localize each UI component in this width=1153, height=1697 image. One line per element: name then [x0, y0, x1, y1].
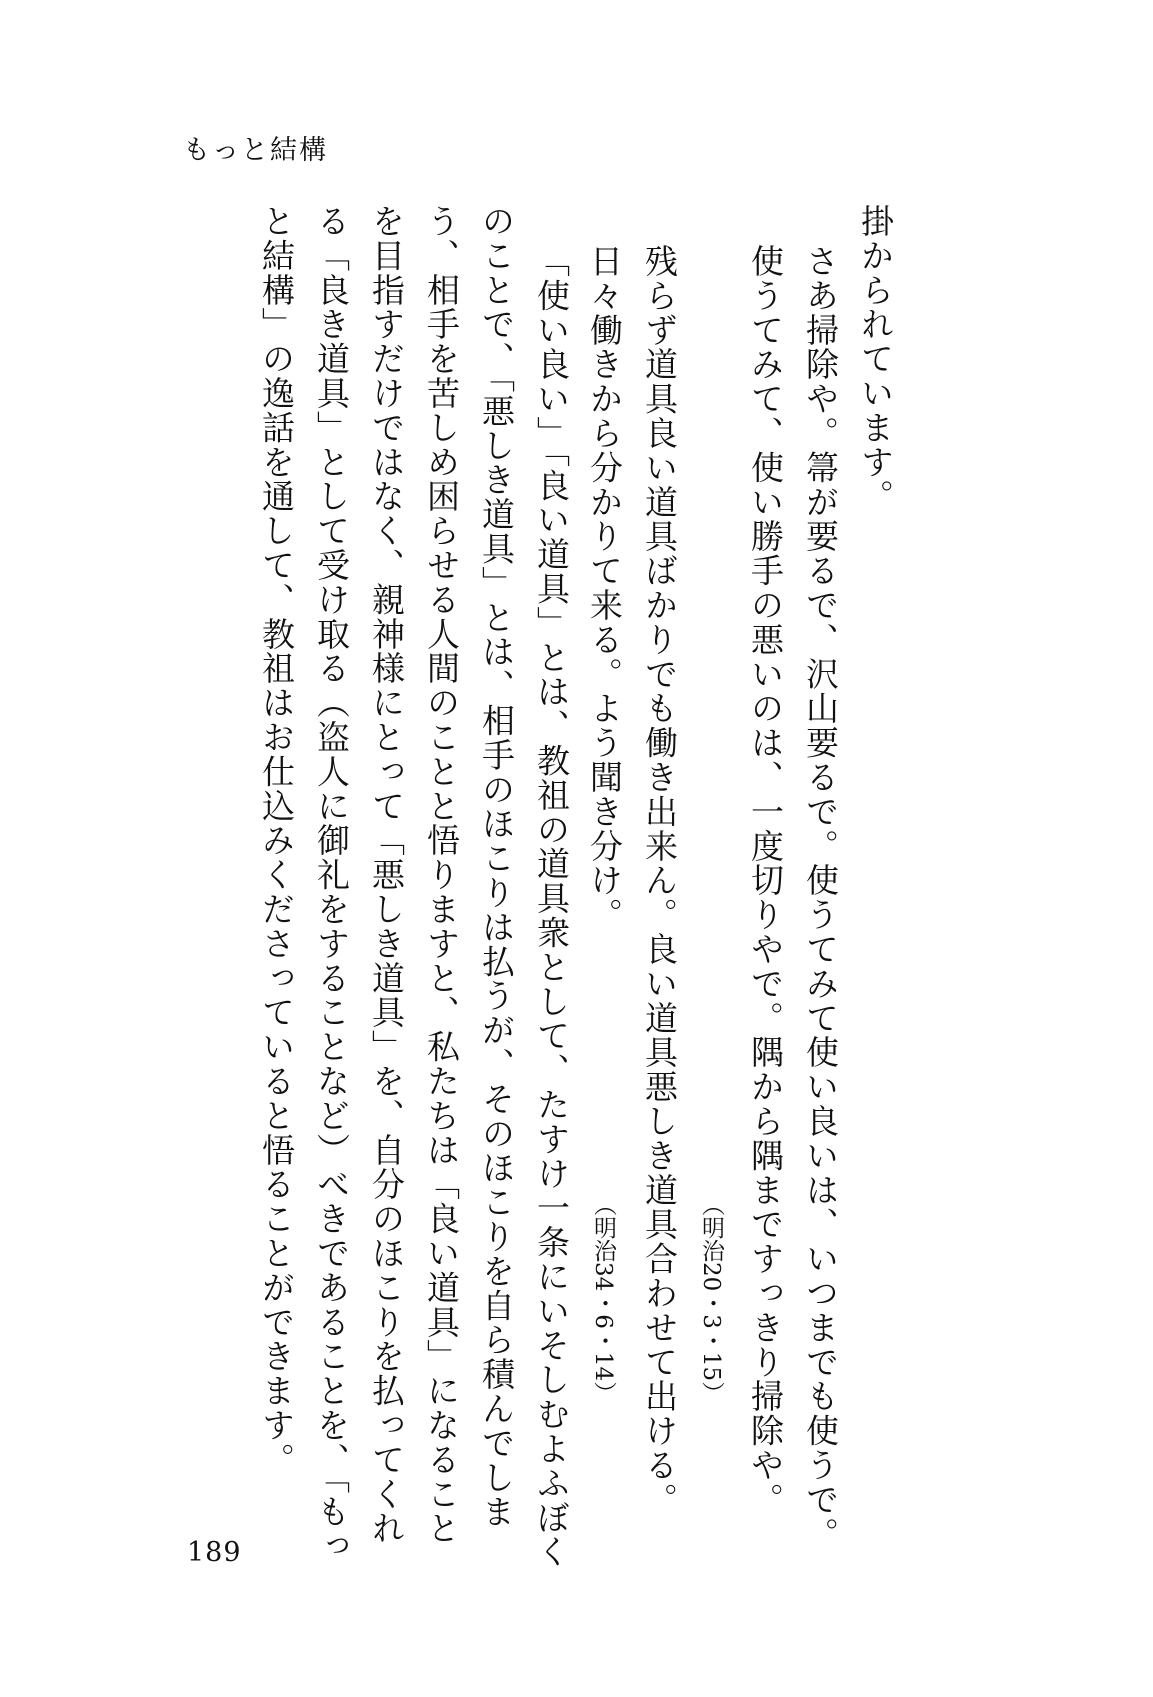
text-column-4: 残らず道具良い道具ばかりでも働き出来ん。良い道具悪しき道具合わせて出ける。 [640, 244, 679, 1517]
text-column-6: 「使い良い」「良い道具」とは、教祖の道具衆として、たすけ一条にいそしむよふぼく [532, 244, 571, 1570]
citation-2: （明治34・6・14） [590, 1193, 616, 1405]
page-number: 189 [187, 1537, 242, 1568]
text-column-8: う、相手を苦しめ困らせる人間のことと悟りますと、私たちは「良い道具」になること [422, 204, 461, 1546]
text-column-11: と結構」の逸話を通して、教祖はお仕込みくださっていると悟ることができます。 [257, 204, 296, 1477]
text-column-10: る「良き道具」として受け取る（盗人に御礼をすることなど）べきであることを、「もっ [312, 204, 351, 1564]
text-column-2: さあ掃除や。箒が要るで、沢山要るで。使うてみて使い良いは、いつまでも使うで。 [801, 244, 840, 1552]
text-column-3: 使うてみて、使い勝手の悪いのは、一度切りやで。隅から隅まですっきり掃除や。 [746, 244, 785, 1517]
text-column-5: 日々働きから分かりて来る。よう聞き分け。 [585, 244, 624, 932]
text-column-1: 掛かられています。 [856, 204, 895, 514]
text-column-7: のことで、「悪しき道具」とは、相手のほこりは払うが、そのほこりを自ら積んでしま [477, 204, 516, 1530]
text-column-9: を目指すだけではなく、親神様にとって「悪しき道具」を、自分のほこりを払ってくれ [367, 204, 406, 1546]
running-header: もっと結構 [183, 135, 328, 166]
citation-1: （明治20・3・15） [698, 1193, 724, 1405]
